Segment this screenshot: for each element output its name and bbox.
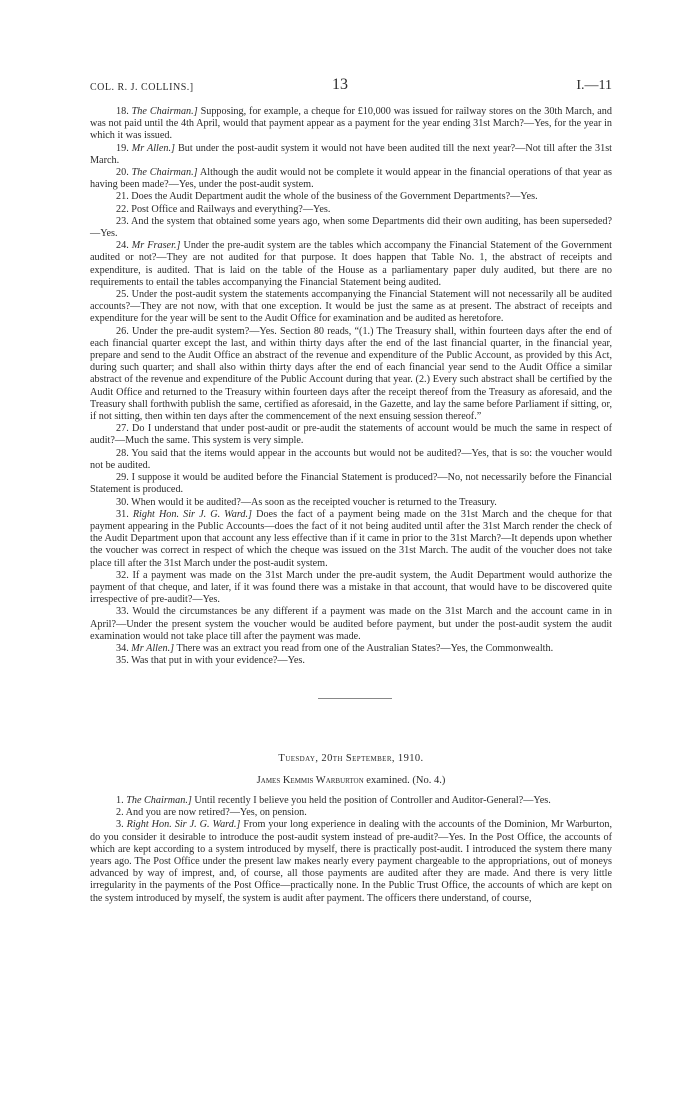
session-date: Tuesday, 20th September, 1910. [278,753,424,764]
speaker: Mr Allen.] [131,642,175,654]
witness-heading [90,775,612,786]
paper-reference: I.—11 [576,78,612,93]
question-22: 22. Post Office and Railways and everything?—Yes. [116,203,331,215]
question-1: 1. The Chairman.] Until recently I believe you held the position of Controller and Auditor-General?—Yes. [116,795,551,806]
question-21: 21. Does the Audit Department audit the whole of the business of the Government Departments?—Yes. [116,191,538,203]
question-3: 3. Right Hon. Sir J. G. Ward.] From your long experience in dealing with the accounts of the Dominion, Mr Warburton, do you consider it desirable to introduce the post-audit system instead of pre-audit?—Yes. In the Post Office, the accounts of which are kept according to a system introduced by myself, there is practically post-audit. I introduced the system there many years ago. The Post Office under the present law makes nearly every payment chargeable to the appropriations, out of moneys advanced by way of imprest, and, of course, all those payments are audited after they are made. And there is very little irregularity in the payments of the Post Office—practically none. In the Public Trust Office, the accounts of which are kept on the system introduced by myself, the system is audit after payment. The officers there understand, of course, [90,819,613,904]
question-29: 29. I suppose it would be audited before the Financial Statement is produced?—No, not necessarily before the Financial Statement is produced. [90,472,612,496]
question-20: 20. The Chairman.] Although the audit would not be complete it would appear in the financial operations of that year as having been made?—Yes, under the post-audit system. [90,167,612,191]
question-27: 27. Do I understand that under post-audit or pre-audit the statements of account would be much the same in respect of audit?—Much the same. This system is very simple. [90,423,612,447]
evidence-section-1 [90,106,612,667]
speaker: The Chairman.] [126,795,192,806]
speaker: Right Hon. Sir J. G. Ward.] [126,819,241,831]
question-32: 32. If a payment was made on the 31st March under the pre-audit system, the Audit Department would authorize the payment of that cheque, and later, if it was found there was a mistake in that account, that would have to be discovered quite irrespective of pre-audit?—Yes. [90,569,612,606]
question-35: 35. Was that put in with your evidence?—Yes. [116,655,305,667]
question-30: 30. When would it be audited?—As soon as the receipted voucher is returned to the Treasury. [116,496,497,508]
question-2: 2. And you are now retired?—Yes, on pension. [116,807,307,819]
question-23: 23. And the system that obtained some years ago, when some Departments did their own auditing, has been superseded?—Yes. [90,215,612,240]
section-divider [318,698,392,699]
question-34: 34. Mr Allen.] There was an extract you read from one of the Australian States?—Yes, the Commonwealth. [116,642,554,654]
question-28: 28. You said that the items would appear in the accounts but would not be audited?—Yes, that is so: the voucher would not be audited. [90,447,612,471]
question-24: 24. Mr Fraser.] Under the pre-audit system are the tables which accompany the Financial Statement of the Government audited or not?—They are not audited for that purpose. It does happen that Table No. 1, the abstract of receipts and expenditure, is audited. That is laid on the table of the House as a parliamentary paper duly audited, but there are no requirements to entail the tables accompanying the Financial Statement being audited. [90,240,613,288]
question-19: 19. Mr Allen.] But under the post-audit system it would not have been audited till the next year?—Not till after the 31st March. [90,142,612,166]
question-25: 25. Under the post-audit system the statements accompanying the Financial Statement will not necessarily all be audited accounts?—They are not now, with that one exception. It would be just the same as at present. The abstract of receipts and expenditure for the year will be sent to the Audit Office for examination and be audited as heretofore. [90,289,612,325]
speaker: The Chairman.] [131,106,198,117]
speaker: Mr Fraser.] [131,240,181,252]
page-number: 13 [332,76,348,93]
question-26: 26. Under the pre-audit system?—Yes. Section 80 reads, “(1.) The Treasury shall, within fourteen days after the end of each financial quarter except the last, and within thirty days after the end of the last financial quarter, in the financial year, prepare and send to the Audit Office an abstract of the revenue and expenditure of the Public Account, as provided by this Act, during such quarter; and shall also within thirty days after the end of each financial year send to the Audit Office a similar abstract of the revenue and expenditure of the Public Account during that year. (2.) Every such abstract shall be certified by the Audit Office and returned to the Treasury within fourteen days after the receipt thereof from the Treasury as aforesaid, and the Treasury shall forthwith publish the same, certified as aforesaid, in the Gazette, and lay the same before Parliament if sitting, or, if not sitting, then within ten days after the commencement of the next ensuing session thereof.” [90,325,612,423]
witness-examined: examined. (No. 4.) [363,775,446,786]
speaker: Right Hon. Sir J. G. Ward.] [132,508,253,520]
speaker: The Chairman.] [131,167,198,179]
question-31: 31. Right Hon. Sir J. G. Ward.] Does the fact of a payment being made on the 31st March and the cheque for that payment appearing in the Public Accounts—does the fact of it not being audited until after the 31st March render the check of the Audit Department upon that account any less effective than if it came in prior to the 31st March?—It depends upon whether the voucher was correct in respect of which the cheque was issued on the 31st March. The audit of the voucher does not take place till after the 31st March under the post-audit system. [90,508,613,569]
witness-name: James Kemmis Warburton [256,775,364,786]
evidence-section-2 [90,795,612,905]
question-33: 33. Would the circumstances be any different if a payment was made on the 31st March and the account came in in April?—Under the present system the voucher would be audited before payment, but under the post-audit system the audit examination would not take place till after the payment was made. [90,606,612,642]
question-18: 18. The Chairman.] Supposing, for example, a cheque for £10,000 was issued for railway stores on the 30th March, and was not paid until the 4th April, would that payment appear as a payment for the year ending 31st March?—Yes, for the year in which it was issued. [90,106,612,142]
speaker: Mr Allen.] [131,142,175,154]
running-head [90,76,612,98]
header-witness: COL. R. J. COLLINS.] [90,82,194,93]
